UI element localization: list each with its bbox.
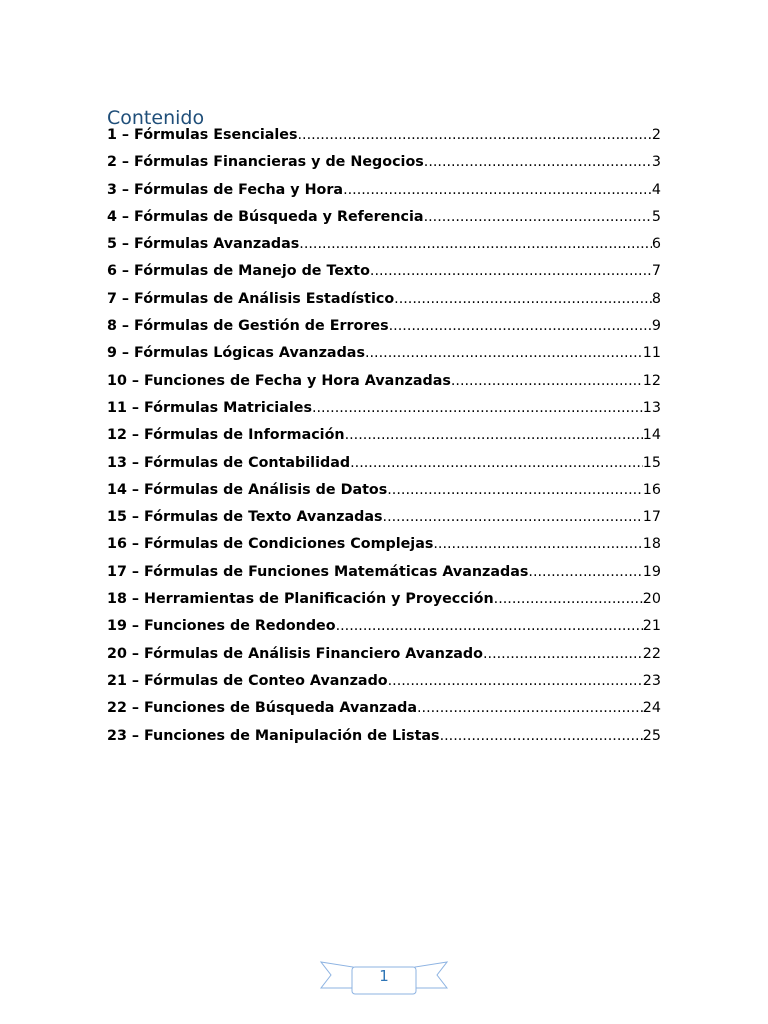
dot-leader bbox=[394, 286, 652, 313]
toc-entry-label: 20 – Fórmulas de Análisis Financiero Avanzado bbox=[107, 645, 483, 662]
toc-entry-page: 15 bbox=[642, 454, 661, 471]
toc-entry-page: 2 bbox=[651, 127, 661, 143]
toc-entry[interactable] bbox=[107, 368, 661, 395]
toc-entry-label: 3 – Fórmulas de Fecha y Hora bbox=[107, 181, 344, 198]
dot-leader bbox=[299, 231, 652, 258]
toc-entry-page: 17 bbox=[642, 509, 661, 526]
dot-leader bbox=[483, 641, 643, 668]
toc-entry-page: 24 bbox=[642, 700, 661, 717]
dot-leader bbox=[424, 204, 652, 231]
toc-entry[interactable] bbox=[107, 231, 661, 258]
toc-entry-label: 4 – Fórmulas de Búsqueda y Referencia bbox=[107, 208, 424, 225]
toc-entry-page: 18 bbox=[642, 536, 661, 553]
toc-entry-page: 6 bbox=[651, 236, 661, 253]
toc-entry-label: 6 – Fórmulas de Manejo de Texto bbox=[107, 263, 370, 280]
toc-entry-page: 5 bbox=[651, 208, 661, 225]
toc-entry-page: 8 bbox=[651, 290, 661, 307]
toc-entry-label: 18 – Herramientas de Planificación y Proyección bbox=[107, 591, 494, 608]
dot-leader bbox=[350, 450, 643, 477]
toc-entry[interactable] bbox=[107, 504, 661, 531]
toc-entry-label: 21 – Fórmulas de Conteo Avanzado bbox=[107, 672, 388, 689]
toc-entry[interactable] bbox=[107, 258, 661, 285]
dot-leader bbox=[494, 586, 643, 613]
toc-entry[interactable] bbox=[107, 286, 661, 313]
dot-leader bbox=[387, 477, 643, 504]
dot-leader bbox=[370, 258, 652, 285]
toc-entry-page: 3 bbox=[651, 154, 661, 171]
toc-entry[interactable] bbox=[107, 450, 661, 477]
toc-entry-label: 13 – Fórmulas de Contabilidad bbox=[107, 454, 351, 471]
dot-leader bbox=[417, 695, 643, 722]
toc-entry[interactable] bbox=[107, 204, 661, 231]
dot-leader bbox=[528, 559, 642, 586]
toc-entry[interactable] bbox=[107, 177, 661, 204]
toc-entry[interactable] bbox=[107, 422, 661, 449]
toc-entry-page: 4 bbox=[651, 181, 661, 198]
dot-leader bbox=[345, 422, 643, 449]
dot-leader bbox=[424, 149, 652, 176]
toc-entry-page: 12 bbox=[642, 372, 661, 389]
dot-leader bbox=[365, 340, 643, 367]
toc-entry-label: 19 – Funciones de Redondeo bbox=[107, 618, 336, 635]
toc-entry[interactable] bbox=[107, 149, 661, 176]
toc-entry-label: 11 – Fórmulas Matriciales bbox=[107, 399, 312, 416]
toc-entry[interactable] bbox=[107, 613, 661, 640]
toc-entry[interactable] bbox=[107, 477, 661, 504]
page-number-ribbon bbox=[319, 958, 449, 998]
toc-title: Contenido bbox=[107, 107, 205, 129]
dot-leader bbox=[389, 313, 652, 340]
dot-leader bbox=[312, 395, 643, 422]
toc-entry-page: 20 bbox=[642, 591, 661, 608]
toc-entry-page: 9 bbox=[651, 318, 661, 335]
toc-entry-page: 11 bbox=[642, 345, 661, 362]
dot-leader bbox=[388, 668, 643, 695]
toc-entry-page: 22 bbox=[642, 645, 661, 662]
toc-entry-label: 2 – Fórmulas Financieras y de Negocios bbox=[107, 154, 424, 171]
toc-entry[interactable] bbox=[107, 313, 661, 340]
toc-entry[interactable] bbox=[107, 122, 661, 149]
toc-list bbox=[107, 122, 661, 750]
toc-entry-label: 16 – Fórmulas de Condiciones Complejas bbox=[107, 536, 434, 553]
dot-leader bbox=[298, 122, 652, 149]
table-of-contents bbox=[107, 106, 661, 750]
dot-leader bbox=[343, 177, 652, 204]
toc-entry-label: 7 – Fórmulas de Análisis Estadístico bbox=[107, 290, 395, 307]
toc-entry[interactable] bbox=[107, 641, 661, 668]
dot-leader bbox=[336, 613, 643, 640]
toc-entry[interactable] bbox=[107, 531, 661, 558]
toc-entry[interactable] bbox=[107, 695, 661, 722]
toc-entry-label: 8 – Fórmulas de Gestión de Errores bbox=[107, 318, 389, 335]
toc-entry-page: 23 bbox=[642, 672, 661, 689]
toc-entry-label: 9 – Fórmulas Lógicas Avanzadas bbox=[107, 345, 365, 362]
toc-entry-page: 19 bbox=[642, 563, 661, 580]
page-number: 1 bbox=[379, 967, 389, 985]
toc-entry-page: 13 bbox=[642, 399, 661, 416]
toc-entry-label: 23 – Funciones de Manipulación de Listas bbox=[107, 727, 440, 744]
toc-entry-label: 15 – Fórmulas de Texto Avanzadas bbox=[107, 509, 383, 526]
dot-leader bbox=[451, 368, 643, 395]
dot-leader bbox=[433, 531, 642, 558]
toc-entry[interactable] bbox=[107, 340, 661, 367]
toc-entry-label: 22 – Funciones de Búsqueda Avanzada bbox=[107, 700, 417, 717]
dot-leader bbox=[383, 504, 643, 531]
toc-entry-label: 5 – Fórmulas Avanzadas bbox=[107, 236, 300, 253]
toc-entry-page: 14 bbox=[642, 427, 661, 444]
toc-entry-label: 17 – Fórmulas de Funciones Matemáticas Avanzadas bbox=[107, 563, 529, 580]
toc-entry-label: 12 – Fórmulas de Información bbox=[107, 427, 345, 444]
toc-entry[interactable] bbox=[107, 559, 661, 586]
toc-entry-page: 21 bbox=[642, 618, 661, 635]
toc-entry-page: 7 bbox=[651, 263, 661, 280]
toc-entry-page: 16 bbox=[642, 481, 661, 498]
toc-entry-label: 10 – Funciones de Fecha y Hora Avanzadas bbox=[107, 372, 451, 389]
toc-entry-page: 25 bbox=[642, 727, 661, 744]
toc-entry-label: 1 – Fórmulas Esenciales bbox=[107, 127, 298, 143]
toc-entry[interactable] bbox=[107, 395, 661, 422]
toc-entry[interactable] bbox=[107, 668, 661, 695]
toc-entry[interactable] bbox=[107, 723, 661, 750]
toc-entry-label: 14 – Fórmulas de Análisis de Datos bbox=[107, 481, 388, 498]
toc-entry[interactable] bbox=[107, 586, 661, 613]
dot-leader bbox=[440, 723, 643, 750]
